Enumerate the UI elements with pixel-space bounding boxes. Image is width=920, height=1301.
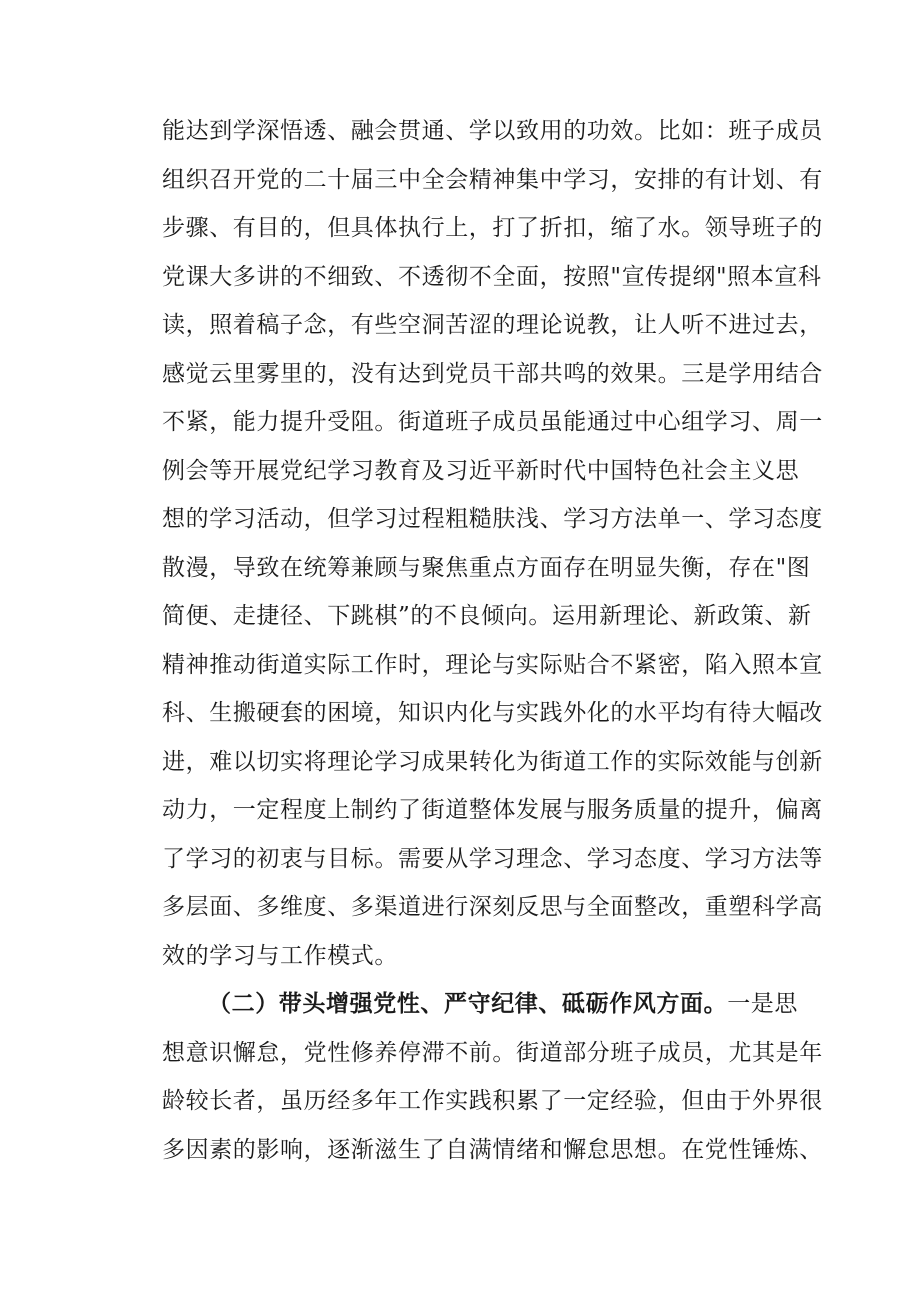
paragraph-line: 效的学习与工作模式。	[162, 942, 398, 969]
paragraph-line: 想意识懈怠，党性修养停滞不前。街道部分班子成员，尤其是年	[162, 1039, 823, 1066]
section-heading-line	[162, 980, 799, 1029]
paragraph-line: 多因素的影响，逐渐滋生了自满情绪和懈怠思想。在党性锤炼、	[162, 1136, 823, 1163]
section-heading-continuation: 一是思	[727, 991, 799, 1017]
paragraph-line: 动力，一定程度上制约了街道整体发展与服务质量的提升，偏离	[162, 797, 823, 823]
paragraph-line: 组织召开党的二十届三中全会精神集中学习，安排的有计划、有	[162, 166, 823, 193]
paragraph-line: 多层面、多维度、多渠道进行深刻反思与全面整改，重塑科学高	[162, 894, 823, 920]
document-body	[162, 107, 823, 1174]
paragraph-line: 了学习的初衷与目标。需要从学习理念、学习态度、学习方法等	[162, 845, 823, 872]
paragraph-line: 科、生搬硬套的困境，知识内化与实践外化的水平均有待大幅改	[162, 700, 823, 726]
paragraph-line: 能达到学深悟透、融会贯通、学以致用的功效。比如：班子成员	[162, 118, 823, 144]
paragraph-line: 不紧，能力提升受阻。街道班子成员虽能通过中心组学习、周一	[162, 409, 823, 435]
paragraph-line: 进，难以切实将理论学习成果转化为街道工作的实际效能与创新	[162, 748, 823, 775]
paragraph-line: 党课大多讲的不细致、不透彻不全面，按照"宣传提纲"照本宣科	[162, 263, 822, 290]
paragraph-line: 步骤、有目的，但具体执行上，打了折扣，缩了水。领导班子的	[162, 215, 823, 241]
paragraph-line: 想的学习活动，但学习过程粗糙肤浅、学习方法单一、学习态度	[162, 506, 823, 532]
paragraph-line: 例会等开展党纪学习教育及习近平新时代中国特色社会主义思	[162, 457, 800, 484]
paragraph-line: 龄较长者，虽历经多年工作实践积累了一定经验，但由于外界很	[162, 1088, 823, 1114]
paragraph-line: 简便、走捷径、下跳棋”的不良倾向。运用新理论、新政策、新	[162, 603, 812, 629]
paragraph-line: 散漫，导致在统筹兼顾与聚焦重点方面存在明显失衡，存在"图	[162, 554, 811, 581]
paragraph-line: 读，照着稿子念，有些空洞苦涩的理论说教，让人听不进过去，	[162, 312, 823, 338]
paragraph-line: 感觉云里雾里的，没有达到党员干部共鸣的效果。三是学用结合	[162, 360, 823, 387]
section-heading: （二）带头增强党性、严守纪律、砥砺作风方面。	[208, 990, 728, 1017]
paragraph-line: 精神推动街道实际工作时，理论与实际贴合不紧密，陷入照本宣	[162, 651, 823, 678]
